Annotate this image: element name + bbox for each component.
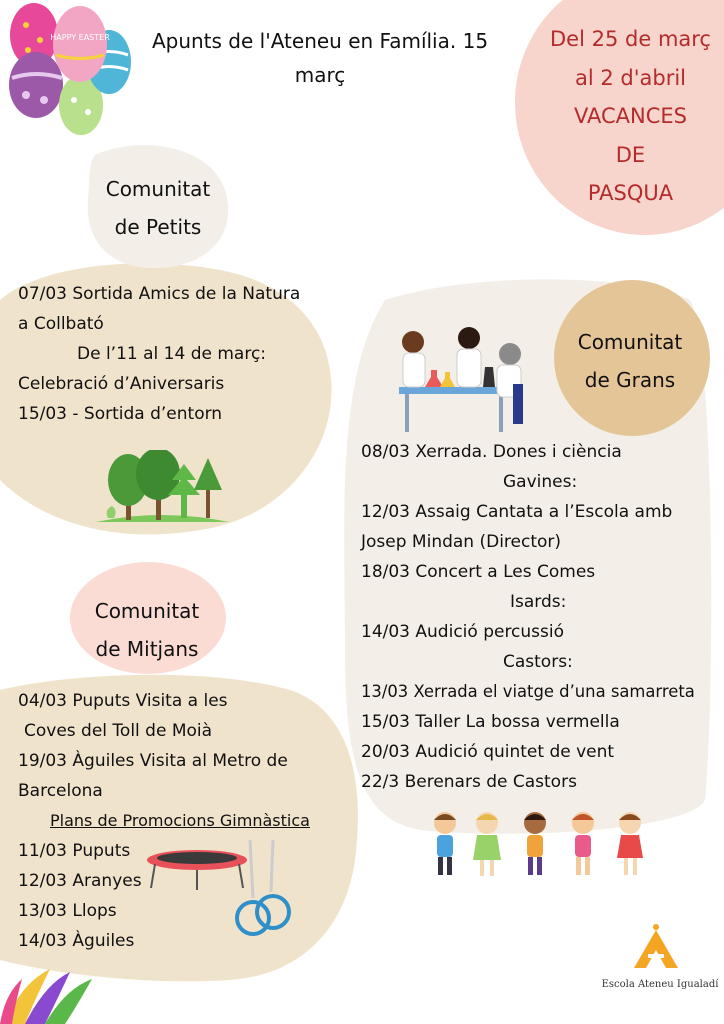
petits-heading-line-1: Comunitat — [105, 177, 211, 201]
vacances-line-5: PASQUA — [587, 181, 674, 205]
pine-tree-icon — [194, 458, 222, 490]
grans-item: 14/03 Audició percussió — [361, 622, 565, 642]
easter-egg-icon — [53, 6, 107, 82]
mitjans-item: Coves del Toll de Moià — [24, 721, 213, 741]
vacances-line-2: al 2 d'abril — [574, 65, 687, 90]
grans-item: Josep Mindan (Director) — [361, 532, 562, 552]
grans-item: 12/03 Assaig Cantata a l’Escola amb — [361, 502, 673, 522]
grans-item: 20/03 Audició quintet de vent — [361, 742, 615, 762]
mitjans-heading-line-2: de Mitjans — [95, 637, 199, 661]
egg-label-text: HAPPY EASTER — [50, 33, 110, 42]
grans-item: 08/03 Xerrada. Dones i ciència — [361, 442, 622, 462]
gym-ring-icon — [237, 902, 269, 934]
mitjans-item: 19/03 Àguiles Visita al Metro de — [18, 751, 288, 771]
mitjans-heading — [77, 592, 217, 668]
grans-item: 18/03 Concert a Les Comes — [361, 562, 596, 582]
vacances-line-3: VACANCES — [573, 104, 688, 128]
grans-item: Isards: — [510, 592, 567, 612]
purple-egg-icon — [9, 52, 63, 118]
petits-item: Celebració d’Aniversaris — [18, 374, 225, 394]
flask-icon — [425, 370, 443, 387]
school-name: Escola Ateneu Igualadí — [601, 979, 719, 990]
grans-heading-line-2: de Grans — [584, 368, 676, 392]
mitjans-subheading: Plans de Promocions Gimnàstica — [50, 811, 310, 830]
mitjans-item: 13/03 Llops — [18, 901, 117, 921]
petits-heading — [88, 170, 228, 246]
vacances-line-1: Del 25 de març — [550, 27, 711, 51]
scientists-illustration — [385, 322, 545, 437]
mitjans-item: 11/03 Puputs — [18, 841, 131, 861]
mitjans-item: 14/03 Àguiles — [18, 931, 135, 951]
flask-icon — [440, 372, 455, 387]
mitjans-item: Barcelona — [18, 781, 103, 801]
vacances-box — [528, 20, 724, 213]
petits-item: a Collbató — [18, 314, 104, 334]
scientist-icon — [402, 331, 424, 353]
school-logo-icon — [630, 922, 682, 972]
grans-heading — [560, 323, 700, 399]
microscope-icon — [483, 367, 495, 387]
grans-item: Gavines: — [503, 472, 578, 492]
grans-heading-line-1: Comunitat — [577, 330, 683, 354]
scientist-icon — [458, 327, 480, 349]
petits-heading-line-2: de Petits — [114, 215, 202, 239]
title-line-1: Apunts de l'Ateneu en Família. 15 — [151, 29, 489, 53]
gymnastics-illustration — [145, 840, 305, 940]
page-title — [140, 24, 500, 92]
mitjans-heading-line-1: Comunitat — [94, 599, 200, 623]
trees-illustration — [96, 450, 231, 525]
gym-ring-icon — [257, 896, 289, 928]
grans-item: 22/3 Berenars de Castors — [361, 772, 577, 792]
title-line-2: març — [294, 63, 346, 87]
kids-illustration — [425, 808, 655, 883]
mitjans-item: 04/03 Puputs Visita a les — [18, 691, 228, 711]
grans-item: Castors: — [503, 652, 573, 672]
easter-eggs-illustration — [4, 0, 139, 140]
grans-item: 13/03 Xerrada el viatge d’una samarreta — [361, 682, 695, 701]
scientist-icon — [499, 343, 521, 365]
petits-item: 15/03 - Sortida d’entorn — [18, 404, 223, 424]
mitjans-item: 12/03 Aranyes — [18, 871, 142, 891]
feathers-decoration — [0, 964, 100, 1024]
grans-item: 15/03 Taller La bossa vermella — [361, 712, 620, 732]
vacances-line-4: DE — [615, 142, 646, 167]
petits-item: 07/03 Sortida Amics de la Natura — [18, 284, 301, 304]
petits-item: De l’11 al 14 de març: — [77, 344, 267, 364]
